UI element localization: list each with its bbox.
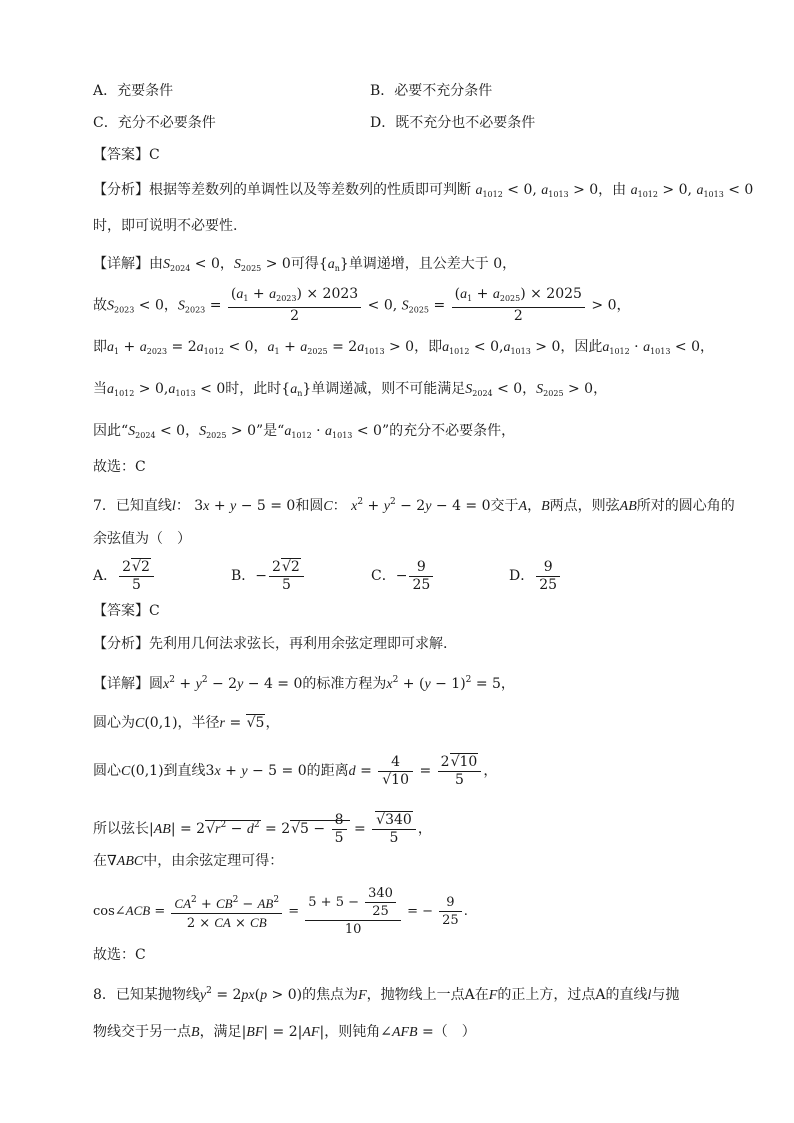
q6-detail-5: 因此“$S_{2024} < 0$，$S_{2025} > 0$”是“$a_{1012} \cdot a_{1013} < 0$”的充分不必要条件， — [93, 423, 516, 440]
q8-stem-2: 物线交于另一点B，满足|BF| = 2|AF|，则钝角∠AFB =（ ） — [93, 1024, 476, 1040]
q7-analysis: 【分析】先利用几何法求弦长，再利用余弦定理即可求解. — [93, 636, 448, 652]
q6-detail-2: 故$S_{2023} < 0$，$S_{2023}$ = $\frac{(a_1 + a_{2023}) \times 2023}{2}$ < 0, $S_{2025}$ = $\frac{(a_1 + a_{2025}) \times 2025}{2}$ > 0， — [93, 286, 631, 324]
q6-analysis-cont: 时，即可说明不必要性. — [93, 218, 238, 234]
q7-result: 故选：C — [93, 947, 146, 963]
q7-detail-4: 所以弦长$|AB| = 2√r^2 - d^2 = 2√5$ − $\frac{8}{5}$ = $\frac{√340}{5}$ ， — [93, 811, 432, 846]
q7-option-d: D． $\frac{9}{25}$ — [509, 558, 562, 594]
q6-detail-1: 【详解】由$S_{2024} < 0$，$S_{2025} > 0$可得$\{a_n\}$单调递增，且公差大于 0， — [93, 256, 517, 273]
q7-option-b: B．− $\frac{2√2}{5}$ — [231, 558, 306, 594]
q7-stem-1: 7．已知直线l： 3x + y − 5 = 0和圆C： $x^2 + y^2 - 2y - 4 = 0$交于A，B两点，则弦AB所对的圆心角的 — [93, 497, 735, 514]
q6-analysis: 【分析】根据等差数列的单调性以及等差数列的性质即可判断 $a_{1012} < 0$, $a_{1013} > 0$，由 $a_{1012} > 0$, $a_{1013} < 0$ — [93, 182, 754, 199]
q7-answer: 【答案】C — [93, 603, 160, 619]
q6-answer: 【答案】C — [93, 147, 160, 163]
q8-stem-1: 8．已知某抛物线$y^2 = 2px(p > 0)$的焦点为F，抛物线上一点A在F的正上方，过点A的直线l与抛 — [93, 986, 680, 1003]
q6-result: 故选：C — [93, 459, 146, 475]
q7-option-a: A． $\frac{2√2}{5}$ — [93, 558, 156, 594]
q6-option-b: B．必要不充分条件 — [370, 83, 493, 99]
q7-stem-2: 余弦值为（ ） — [93, 531, 191, 547]
q6-detail-4: 当$a_{1012} > 0,a_{1013} < 0$时，此时$\{a_n\}$单调递减，则不可能满足$S_{2024} < 0$，$S_{2025} > 0$， — [93, 381, 608, 398]
q7-detail-2: 圆心为C(0,1)，半径r = √5， — [93, 715, 280, 731]
q6-option-d: D．既不充分也不必要条件 — [370, 115, 536, 131]
q7-detail-5: 在∇ABC中，由余弦定理可得： — [93, 853, 284, 869]
q6-detail-3: 即$a_1 + a_{2023} = 2a_{1012} < 0$，$a_1 + a_{2025} = 2a_{1013} > 0$，即$a_{1012} < 0,a_{1013} > 0$，因此$a_{1012} \cdot a_{1013} < 0$， — [93, 339, 714, 356]
q6-option-c: C．充分不必要条件 — [93, 115, 216, 131]
q7-cosine-formula: cos∠ACB = $\frac{CA^2 + CB^2 - AB^2}{2 \times CA \times CB}$ = 5 + 5 − $\frac{340}{25}$ 10 = − $\frac{9}{25}$ . — [93, 886, 468, 937]
q6-option-a: A．充要条件 — [93, 83, 174, 99]
q7-detail-1: 【详解】圆$x^2 + y^2 - 2y - 4 = 0$的标准方程为$x^2 + (y - 1)^2 = 5$， — [93, 675, 515, 692]
q7-option-c: C．− $\frac{9}{25}$ — [371, 558, 435, 594]
q7-detail-3: 圆心C(0,1)到直线3x + y − 5 = 0的距离d = $\frac{4}{√10}$ = $\frac{2√10}{5}$ ， — [93, 753, 498, 788]
